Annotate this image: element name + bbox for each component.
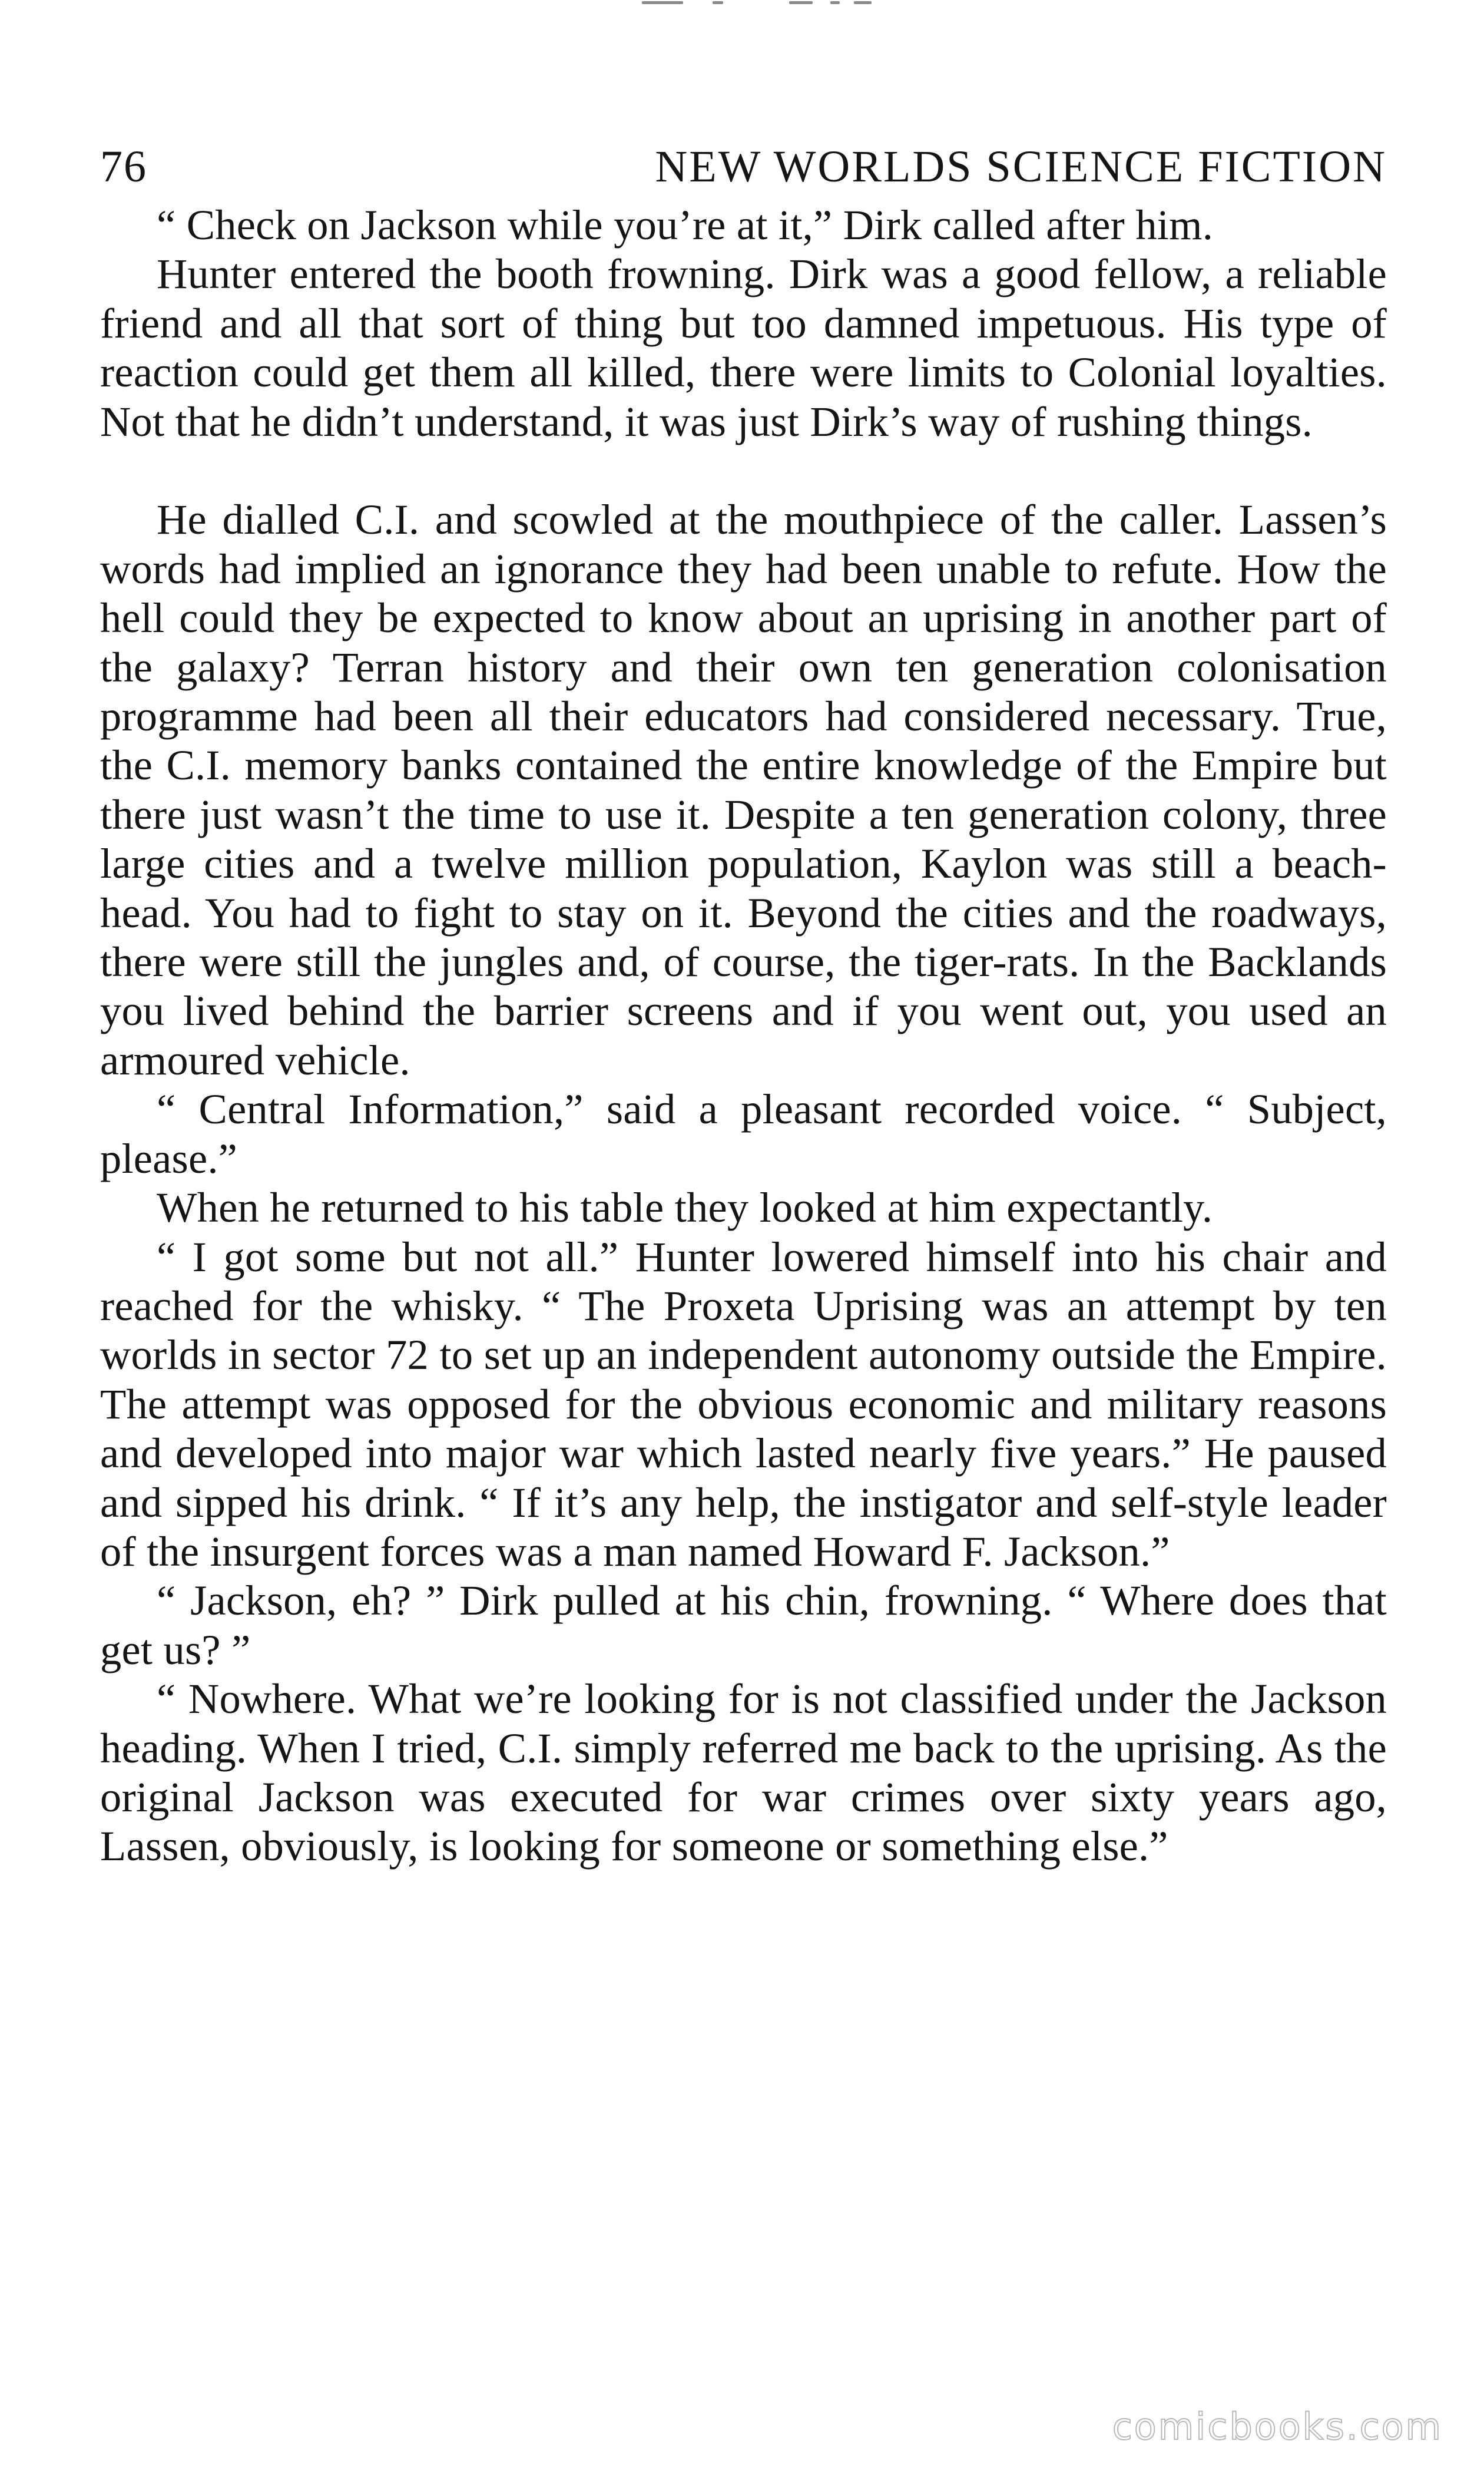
paragraph-dialled-ci: He dialled C.I. and scowled at the mouthpiece of the caller. Lassen’s words had implied an ignorance they had been unable to refute. How the hell could they be expected to know about an uprising in another part of the galaxy? Terran history and their own ten generation colonisation programme had been all their educators had considered necessary. True, the C.I. memory banks contained the entire knowledge of the Empire but there just wasn’t the time to use it. Despite a ten generation colony, three large cities and a twelve million population, Kaylon was still a beach-head. You had to fight to stay on it. Beyond the cities and the roadways, there were still the jungles and, of course, the tiger-rats. In the Backlands you lived behind the barrier screens and if you went out, you used an armoured vehicle. (100, 495, 1387, 1084)
page-number: 76 (100, 142, 147, 191)
watermark: comicbooks.com (1112, 2405, 1443, 2448)
paragraph-check-on-jackson: “ Check on Jackson while you’re at it,” Dirk called after him. (157, 201, 1214, 249)
scan-specks (642, 0, 889, 8)
paragraph-nowhere: “ Nowhere. What we’re looking for is not classified under the Jackson heading. When I tried, C.I. simply referred me back to the uprising. As the original Jackson was executed for war crimes over sixty years ago, Lassen, obviously, is looking for someone or something else.” (100, 1675, 1387, 1870)
story-text (100, 200, 1387, 1871)
paragraph-proxeta-uprising: “ I got some but not all.” Hunter lowered himself into his chair and reached for the whisky. “ The Proxeta Uprising was an attempt by ten worlds in sector 72 to set up an independent autonomy outside the Empire. The attempt was opposed for the obvious economic and military reasons and developed into major war which lasted nearly five years.” He paused and sipped his drink. “ If it’s any help, the instigator and self-style leader of the insurgent forces was a man named Howard F. Jackson.” (100, 1232, 1387, 1575)
paragraph-hunter-entered-booth: Hunter entered the booth frowning. Dirk was a good fellow, a reliable friend and all that sort of thing but too damned impetuous. His type of reaction could get them all killed, there were limits to Colonial loyalties. Not that he didn’t understand, it was just Dirk’s way of rushing things. (100, 250, 1387, 445)
running-title: NEW WORLDS SCIENCE FICTION (655, 142, 1387, 191)
book-page (100, 134, 1387, 1871)
paragraph-central-information: “ Central Information,” said a pleasant recorded voice. “ Subject, please.” (100, 1085, 1387, 1182)
page-header (100, 134, 1387, 200)
paragraph-returned-to-table: When he returned to his table they looked at him expectantly. (157, 1183, 1213, 1232)
paragraph-jackson-eh: “ Jackson, eh? ” Dirk pulled at his chin, frowning. “ Where does that get us? ” (100, 1576, 1387, 1673)
